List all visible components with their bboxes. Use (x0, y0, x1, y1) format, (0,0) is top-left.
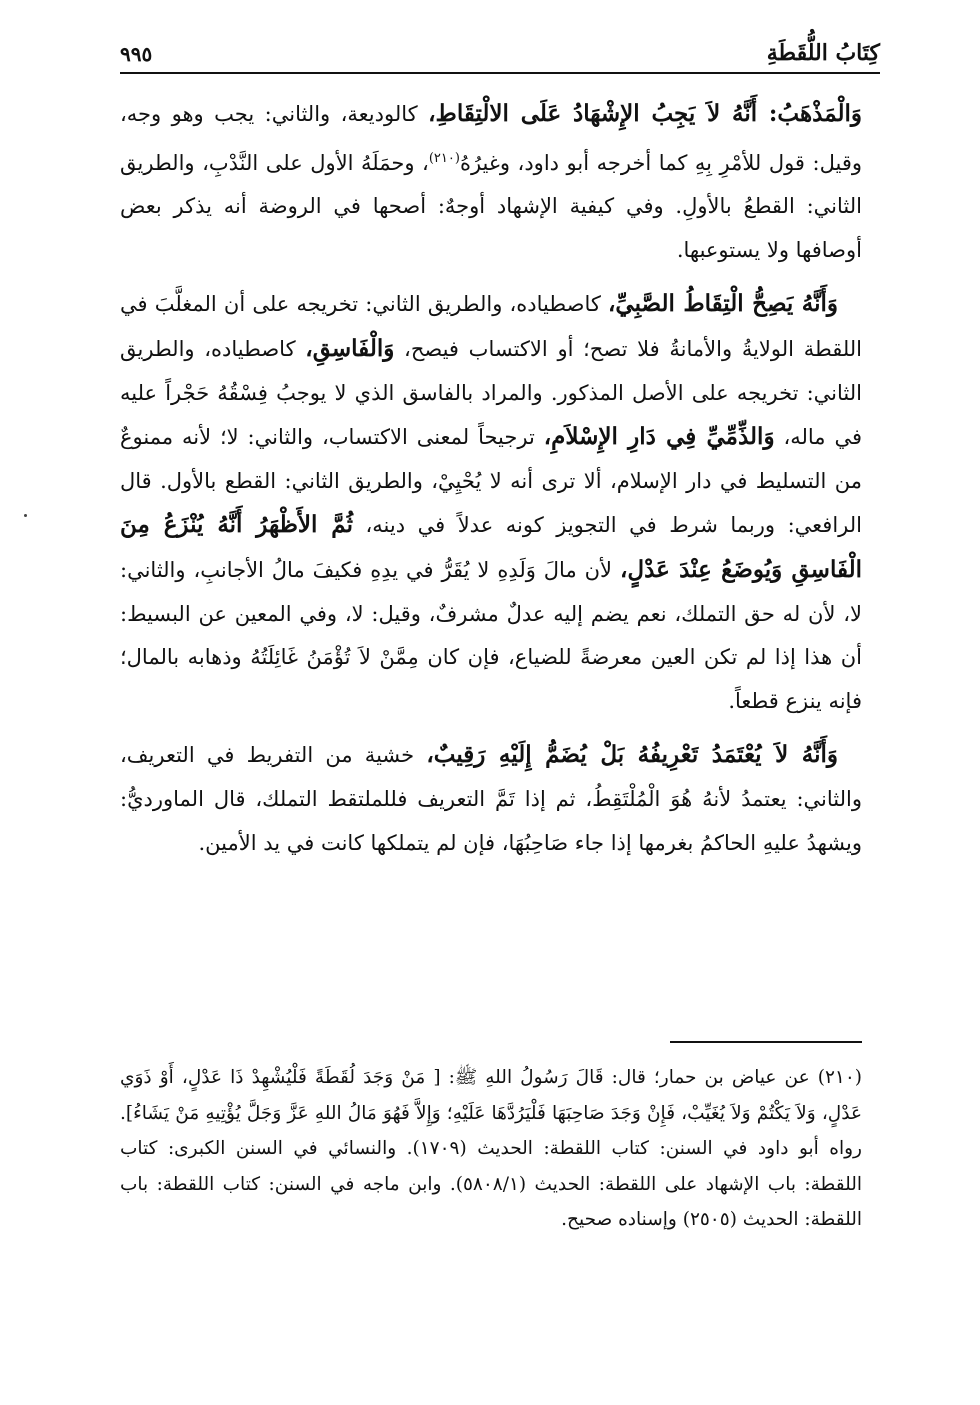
paragraph (120, 282, 862, 723)
commentary-text: كالوديعة، والثاني: يجب وهو وجه، وقيل: قول للأمْرِ بِهِ كما أخرجه أبو داود، وغيرُهُ (120, 102, 863, 175)
book-title: كِتَابُ اللُّقَطَةِ (766, 40, 880, 66)
footnote-text: (٢١٠) عن عياض بن حمار؛ قال: قَالَ رَسُولُ اللهِ ﷺ: [ مَنْ وَجَدَ لُقَطَةً فَلْيُشْهِدْ ذَا عَدْلٍ، أَوْ ذَوَي عَدْلٍ، وَلاَ يَكْتُمْ وَلاَ يُغَيِّبْ، فَإِنْ وَجَدَ صَاحِبَهَا فَلْيَرُدَّهَا عَلَيْهِ؛ وَإِلاَّ فَهُوَ مَالُ اللهِ عَزَّ وَجَلَّ يُؤْتِيهِ مَنْ يَشَاءُ]. رواه أبو داود في السنن: كتاب اللقطة: الحديث (١٧٠٩). والنسائي في السنن الكبرى: كتاب اللقطة: باب الإشهاد على اللقطة: الحديث (٥٨٠٨/١). وابن ماجه في السنن: كتاب اللقطة: باب اللقطة: الحديث (٢٥٠٥) وإسناده صحيح. (120, 1067, 862, 1230)
running-header (120, 38, 880, 74)
footnote (120, 1060, 862, 1238)
main-text (120, 92, 862, 875)
matn-text: ثُمَّ الأَظْهَرُ أَنَّهُ يُنْزَعُ مِنَ الْفَاسِقِ وَيُوضَعُ عِنْدَ عَدْلٍ، (120, 511, 862, 583)
footnote-marker: (٢١٠) (428, 150, 460, 166)
matn-text: وَالذِّمِّيِّ فِي دَارِ الإِسْلاَمِ، (543, 423, 775, 451)
matn-text: وَأَنَّهُ يَصِحُّ الْتِقَاطُ الصَّبِيِّ، (608, 290, 839, 318)
commentary-text: كاصطياده، والطريق الثاني: تخريجه على أن المغلَّبَ في اللقطة الولايةُ والأمانةُ فلا تصح؛ أو الاكتساب فيصح، (120, 292, 862, 361)
commentary-text: كاصطياده، والطريق الثاني: تخريجه على الأصل المذكور. والمراد بالفاسق الذي لا يوجبُ فِسْقُهُ حَجْراً عليه في ماله، (120, 336, 862, 450)
commentary-text: خشية من التفريط في التعريف، والثاني: يعتمدُ لأنهُ هُوَ الْمُلْتَقِطُ، ثم إذا تَمَّ التعريف فللملتقط التملك، قال الماورديُّ: ويشهدُ عليهِ الحاكمُ بغرمها إذا جاء صَاحِبُهَا، فإن لم يتملكها كانت في يد الأمين. (120, 743, 862, 855)
commentary-text: لأن مالَ وَلَدِهِ لا يُقَرُّ في يدِهِ فكيفَ مالُ الأجانبِ، والثاني: لا، لأن له حق التملك، نعم يضم إليه عدلٌ مشرفٌ، وقيل: لا، وفي المعين عن البسيط: أن هذا إذا لم تكن العين معرضةً للضياع، فإن كان مِمَّنْ لاَ تُؤْمَنُ غَائِلَتُهُ وذهابه بالمال؛ فإنه ينزع قطعاً. (120, 557, 862, 713)
footnote-separator (670, 1041, 862, 1043)
paragraph (120, 733, 862, 865)
matn-text: وَالْفَاسِقِ، (305, 334, 395, 362)
page-number: ٩٩٥ (120, 42, 153, 66)
matn-text: وَأَنَّهُ لاَ يُعْتَمَدُ تَعْرِيفُهُ بَلْ يُضَمُّ إِلَيْهِ رَقِيبٌ، (426, 741, 838, 769)
matn-text: وَالْمَذْهَبُ: أَنَّهُ لاَ يَجِبُ الإِشْهَادُ عَلَى الالْتِقَاطِ، (428, 100, 862, 127)
scan-speck (24, 514, 27, 517)
commentary-text: ترجيحاً لمعنى الاكتساب، والثاني: لا؛ لأنه ممنوعٌ من التسليط في دار الإسلام، ألا ترى أنه لا يُحْيِيْ، والطريق الثاني: القطع بالأول. قال الرافعي: وربما شرط في التجويز كونه عدلاً في دينه، (120, 425, 862, 538)
commentary-text: ، وحمَلَهُ الأول على النَّدْبِ، والطريق الثاني: القطعُ بالأولِ. وفي كيفية الإشهاد أوجهٌ: أصحها في الروضة أنه يذكر بعض أوصافها ولا يستوعبها. (120, 150, 862, 262)
paragraph (120, 92, 862, 272)
